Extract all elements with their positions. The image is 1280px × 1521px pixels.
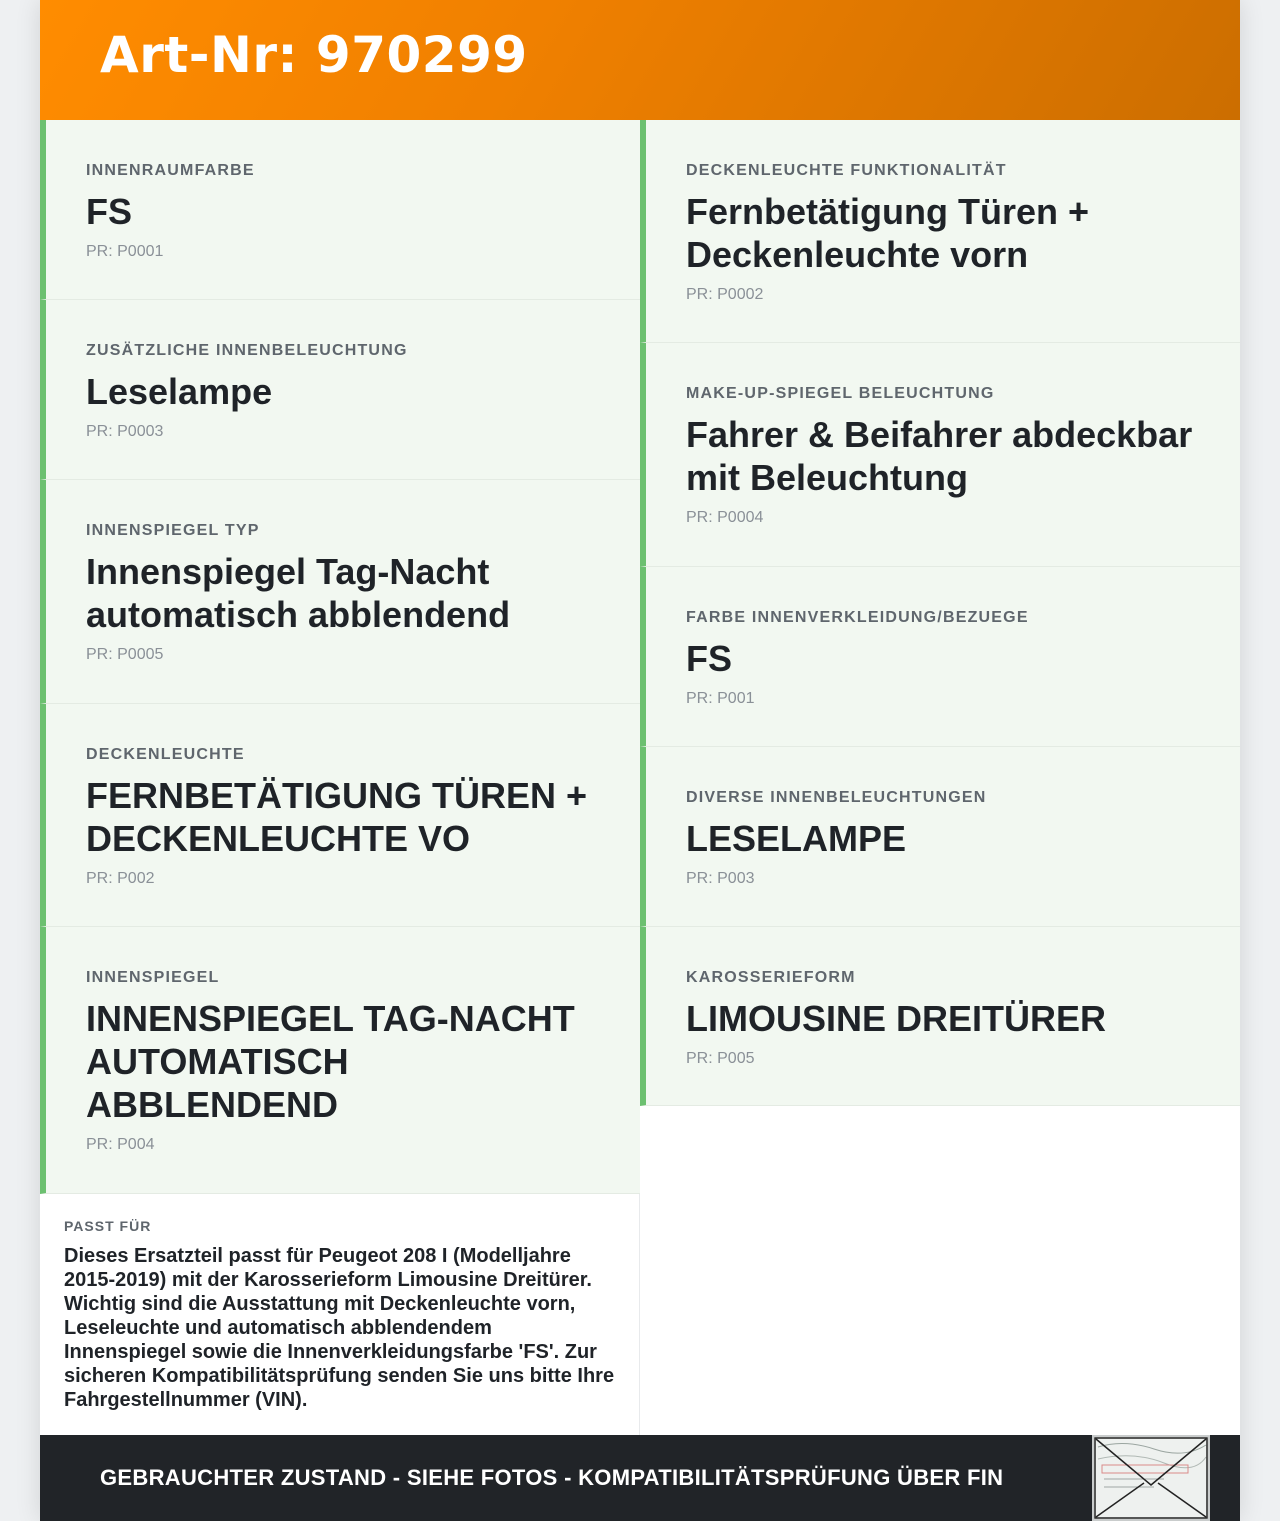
spec-item <box>640 120 1240 343</box>
footer-text: GEBRAUCHTER ZUSTAND - SIEHE FOTOS - KOMPATIBILITÄTSPRÜFUNG ÜBER FIN <box>100 1465 1004 1490</box>
spec-label: INNENRAUMFARBE <box>86 162 255 179</box>
spec-label: DIVERSE INNENBELEUCHTUNGEN <box>686 789 987 806</box>
spec-value: LESELAMPE <box>686 818 907 859</box>
spec-pr-code: PR: P001 <box>686 690 755 707</box>
spec-item <box>40 704 640 927</box>
footer-bar <box>40 1435 1240 1521</box>
spec-label: MAKE-UP-SPIEGEL BELEUCHTUNG <box>686 385 995 402</box>
fits-section <box>40 1194 640 1435</box>
spec-value: Fahrer & Beifahrer abdeckbar mit Beleuchtung <box>686 414 1193 498</box>
spec-pr-code: PR: P0003 <box>86 423 164 440</box>
spec-label: FARBE INNENVERKLEIDUNG/BEZUEGE <box>686 609 1029 626</box>
fits-label: PASST FÜR <box>64 1218 152 1234</box>
spec-value: FS <box>86 191 133 232</box>
spec-item <box>40 300 640 480</box>
spec-pr-code: PR: P0002 <box>686 286 764 303</box>
spec-item <box>640 567 1240 747</box>
spec-label: ZUSÄTZLICHE INNENBELEUCHTUNG <box>86 342 408 359</box>
spec-value: LIMOUSINE DREITÜRER <box>686 998 1107 1039</box>
spec-pr-code: PR: P0005 <box>86 646 164 663</box>
spec-value: INNENSPIEGEL TAG-NACHT AUTOMATISCH ABBLENDEND <box>86 998 575 1125</box>
spec-item <box>640 927 1240 1106</box>
spec-value: Leselampe <box>86 371 273 412</box>
spec-item <box>40 480 640 704</box>
article-number-title: Art-Nr: 970299 <box>100 26 528 84</box>
spec-pr-code: PR: P002 <box>86 870 155 887</box>
spec-value: FS <box>686 638 733 679</box>
spec-label: DECKENLEUCHTE FUNKTIONALITÄT <box>686 162 1007 179</box>
spec-value: Innenspiegel Tag-Nacht automatisch abblendend <box>86 551 511 635</box>
spec-label: DECKENLEUCHTE <box>86 746 245 763</box>
spec-pr-code: PR: P004 <box>86 1136 155 1153</box>
spec-label: KAROSSERIEFORM <box>686 969 856 986</box>
spec-item <box>40 927 640 1194</box>
spec-pr-code: PR: P0004 <box>686 509 764 526</box>
right-column <box>640 120 1240 1106</box>
spec-pr-code: PR: P0001 <box>86 243 164 260</box>
spec-pr-code: PR: P003 <box>686 870 755 887</box>
spec-item <box>40 120 640 300</box>
spec-label: INNENSPIEGEL <box>86 969 220 986</box>
spec-pr-code: PR: P005 <box>686 1050 755 1067</box>
vehicle-document-thumbnail[interactable] <box>1092 1435 1210 1521</box>
header-banner <box>40 0 1240 120</box>
left-column <box>40 120 640 1194</box>
document-image-icon <box>1094 1437 1208 1519</box>
spec-label: INNENSPIEGEL TYP <box>86 522 260 539</box>
fits-description: Dieses Ersatzteil passt für Peugeot 208 I (Modelljahre 2015-2019) mit der Karosserieform Limousine Dreitürer. Wichtig sind die Ausstattung mit Deckenleuchte vorn, Leseleuchte und automatisch abblendendem Innenspiegel sowie die Innenverkleidungsfarbe 'FS'. Zur sicheren Kompatibilitätsprüfung senden Sie uns bitte Ihre Fahrgestellnummer (VIN). <box>64 1245 615 1411</box>
spec-value: Fernbetätigung Türen + Deckenleuchte vorn <box>686 191 1090 275</box>
product-card <box>40 0 1240 1521</box>
spec-value: FERNBETÄTIGUNG TÜREN + DECKENLEUCHTE VO <box>86 775 588 859</box>
spec-item <box>640 343 1240 567</box>
spec-item <box>640 747 1240 927</box>
